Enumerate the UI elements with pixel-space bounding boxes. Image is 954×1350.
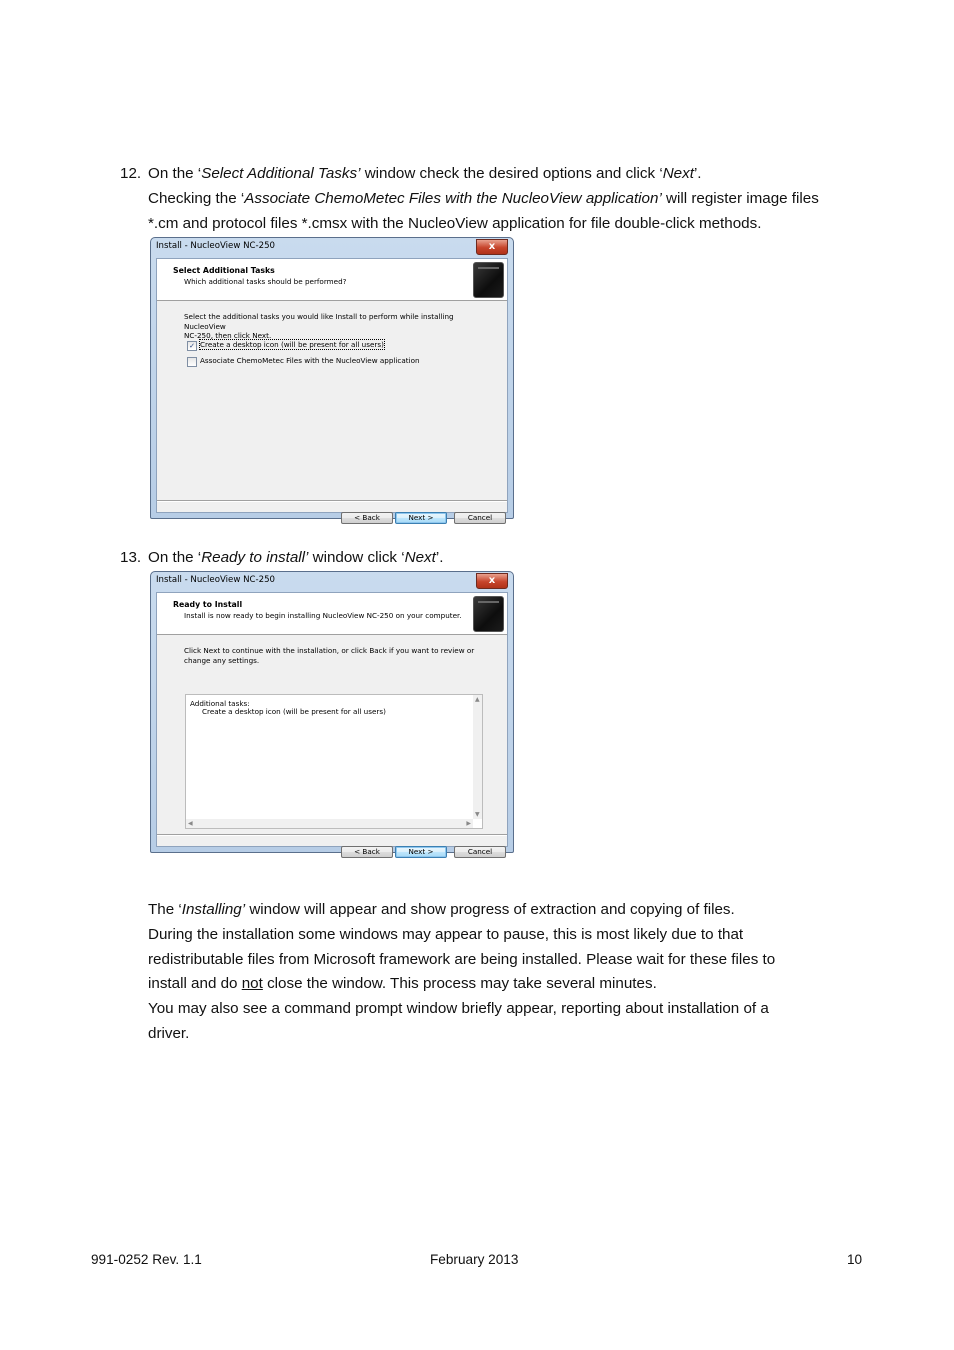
- vertical-scrollbar[interactable]: [473, 695, 482, 819]
- select-tasks-dialog: [150, 237, 514, 522]
- option-label: Create a desktop icon (will be present for all users): [200, 340, 384, 349]
- header-title: Ready to Install: [173, 600, 243, 609]
- back-button[interactable]: < Back: [341, 846, 393, 858]
- header-subtitle: Which additional tasks should be performed?: [184, 277, 347, 286]
- horizontal-scrollbar[interactable]: [186, 819, 473, 828]
- paragraph-line: The ‘Installing’ window will appear and show progress of extraction and copying of files.: [148, 901, 735, 918]
- header-title: Select Additional Tasks: [173, 266, 275, 275]
- instructions: Click Next to continue with the installation, or click Back if you want to review or change any settings.: [184, 646, 475, 665]
- instructions: Select the additional tasks you would like Install to perform while installing NucleoView NC-250, then click Next.: [184, 312, 454, 340]
- scroll-up-icon[interactable]: ▲: [475, 696, 480, 703]
- dialog-client: [156, 592, 508, 856]
- step-line: *.cm and protocol files *.cmsx with the NucleoView application for file double-click methods.: [148, 215, 762, 232]
- scroll-down-icon[interactable]: ▼: [475, 811, 480, 818]
- title-bar: [151, 572, 513, 591]
- installing-notes: [148, 898, 775, 1047]
- next-button[interactable]: Next >: [395, 846, 447, 858]
- divider: [157, 500, 507, 501]
- back-button[interactable]: < Back: [341, 512, 393, 524]
- step-text: [148, 161, 868, 236]
- window-title: Install - NucleoView NC-250: [156, 241, 276, 251]
- scroll-left-icon[interactable]: ◀: [188, 820, 193, 827]
- memo-heading: Additional tasks:: [190, 699, 250, 708]
- paragraph-line: During the installation some windows may appear to pause, this is most likely due to that: [148, 925, 744, 943]
- divider: [157, 834, 507, 835]
- step-line: On the ‘Ready to install’ window click ‘Next’.: [148, 549, 444, 566]
- paragraph-line: install and do not close the window. This process may take several minutes.: [148, 975, 657, 993]
- step-number: 12.: [120, 165, 142, 182]
- step-line: On the ‘Select Additional Tasks’ window check the desired options and click ‘Next’.: [148, 165, 702, 182]
- footer-doc-number: 991-0252 Rev. 1.1: [91, 1252, 202, 1267]
- close-button[interactable]: x: [476, 239, 508, 255]
- device-icon: [473, 262, 504, 298]
- memo-task: Create a desktop icon (will be present for all users): [202, 707, 386, 716]
- dialog-client: [156, 258, 508, 522]
- checkbox-icon[interactable]: [187, 357, 197, 367]
- window-title: Install - NucleoView NC-250: [156, 575, 276, 585]
- footer-page-number: 10: [847, 1252, 863, 1267]
- cancel-button[interactable]: Cancel: [454, 846, 506, 858]
- device-icon: [473, 596, 504, 632]
- next-button[interactable]: Next >: [395, 512, 447, 524]
- paragraph-line: You may also see a command prompt window briefly appear, reporting about installation of a: [148, 1000, 769, 1018]
- header-subtitle: Install is now ready to begin installing NucleoView NC-250 on your computer.: [184, 611, 462, 620]
- ready-to-install-dialog: [150, 571, 514, 856]
- footer-date: February 2013: [430, 1252, 519, 1267]
- paragraph-line: redistributable files from Microsoft framework are being installed. Please wait for these files to: [148, 950, 776, 968]
- dialog-header: [157, 593, 507, 635]
- cancel-button[interactable]: Cancel: [454, 512, 506, 524]
- step-line: Checking the ‘Associate ChemoMetec Files with the NucleoView application’ will register image files: [148, 190, 819, 207]
- checkbox-checked-icon[interactable]: ✓: [187, 341, 197, 351]
- paragraph-line: driver.: [148, 1024, 190, 1042]
- option-label: Associate ChemoMetec Files with the NucleoView application: [200, 356, 420, 365]
- scroll-right-icon[interactable]: ▶: [466, 820, 471, 827]
- step-number: 13.: [120, 549, 142, 566]
- step-text: [148, 545, 868, 570]
- dialog-header: [157, 259, 507, 301]
- close-button[interactable]: x: [476, 573, 508, 589]
- title-bar: [151, 238, 513, 257]
- summary-memo[interactable]: [185, 694, 483, 829]
